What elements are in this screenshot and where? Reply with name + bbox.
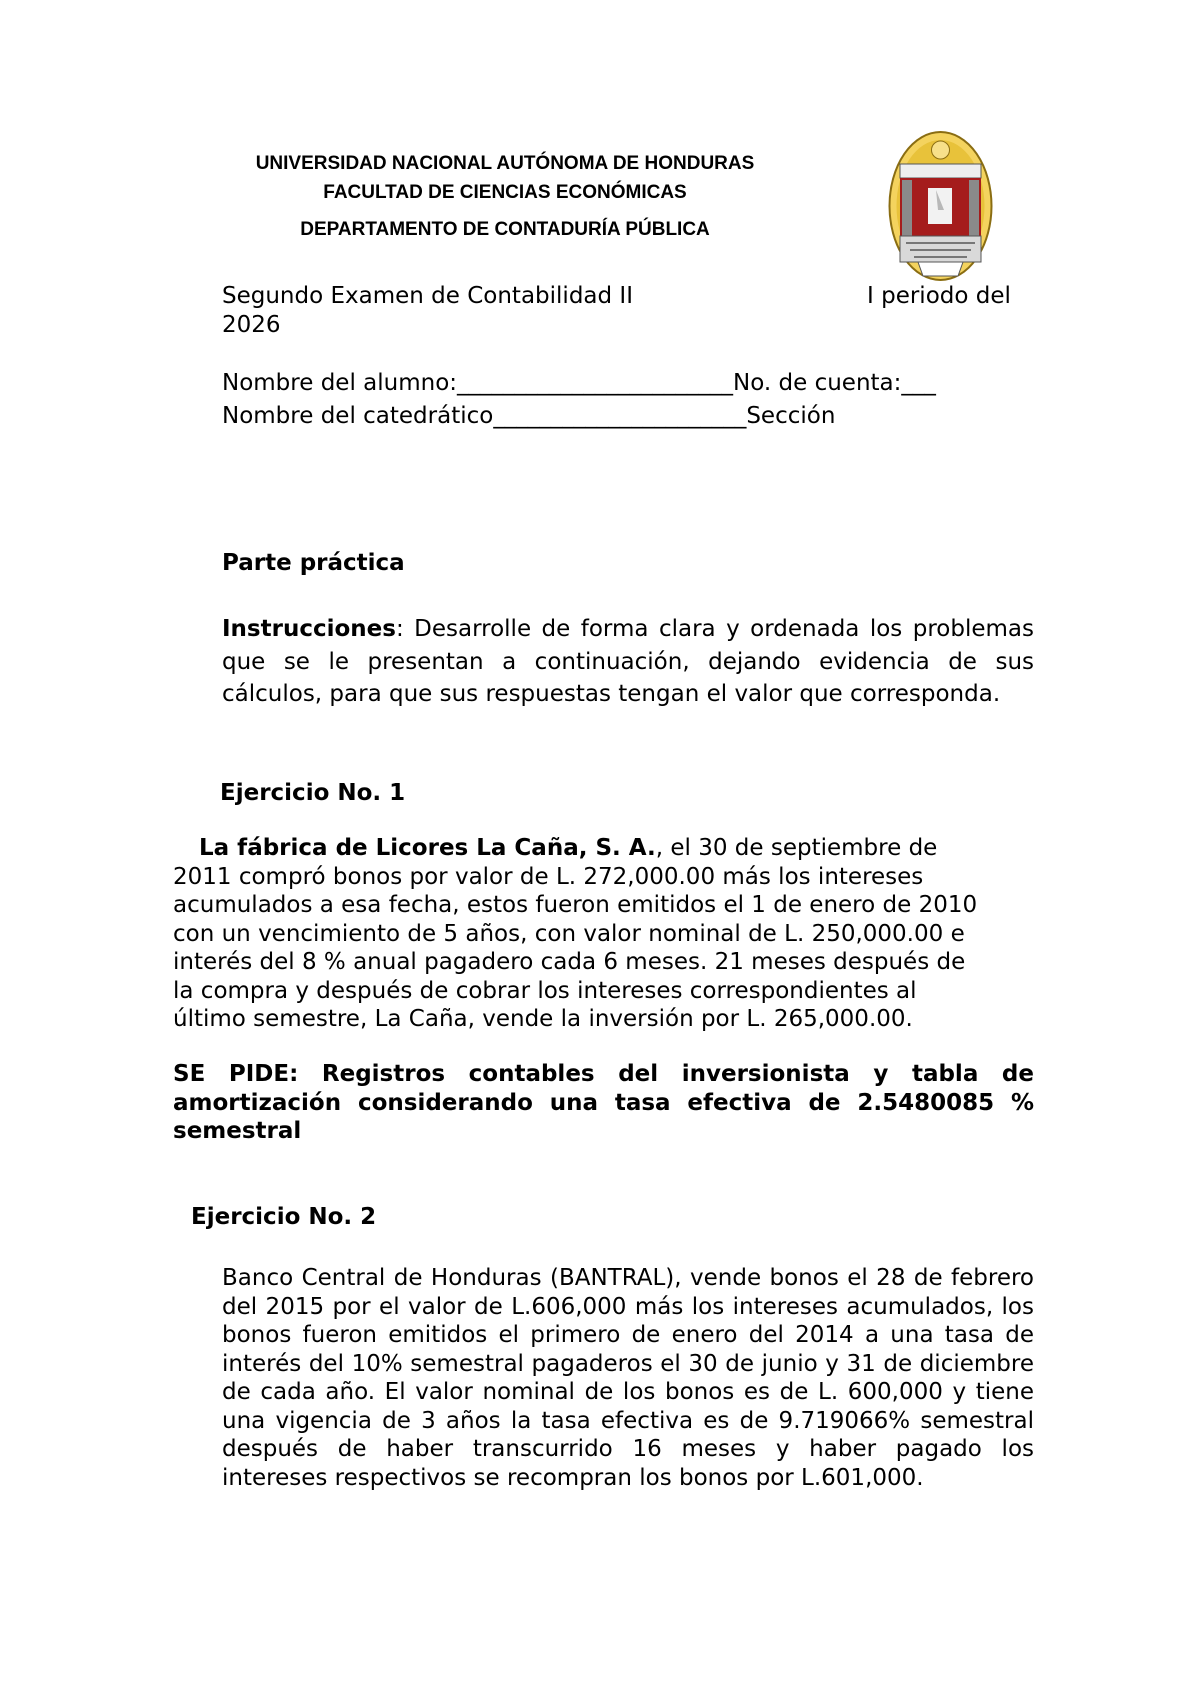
faculty-name: FACULTAD DE CIENCIAS ECONÓMICAS — [323, 182, 687, 203]
instructions-label: Instrucciones — [222, 616, 396, 642]
exam-year: 2026 — [222, 312, 281, 338]
instructions-text: : Desarrolle de forma clara y ordenada los problemas que se le presentan a continuación, dejando evidencia de sus cálculos, para que sus respuestas tengan el valor que corresponda. — [222, 616, 1034, 707]
department-name: DEPARTAMENTO DE CONTADURÍA PÚBLICA — [300, 219, 710, 240]
exercise1-line: último semestre, La Caña, vende la inversión por L. 265,000.00. — [173, 1006, 913, 1032]
exercise1-requirement: SE PIDE: Registros contables del inversionista y tabla de amortización considerando una tasa efectiva de 2.5480085 % semestral — [173, 1061, 1034, 1144]
university-name: UNIVERSIDAD NACIONAL AUTÓNOMA DE HONDURAS — [255, 153, 755, 174]
exercise1-line-rest: , el 30 de septiembre de — [655, 835, 938, 861]
exercise2-heading: Ejercicio No. 2 — [191, 1204, 377, 1230]
exercise2-paragraph: Banco Central de Honduras (BANTRAL), vende bonos el 28 de febrero del 2015 por el valor de L.606,000 más los intereses acumulados, los bonos fueron emitidos el primero de enero del 2014 a una tasa de interés del 10% semestral pagaderos el 30 de junio y 31 de diciembre de cada año. El valor nominal de los bonos es de L. 600,000 y tiene una vigencia de 3 años la tasa efectiva es de 9.719066% semestral después de haber transcurrido 16 meses y haber pagado los intereses respectivos se recompran los bonos por L.601,000. — [222, 1265, 1034, 1491]
instructions-paragraph — [222, 613, 1034, 711]
university-seal-icon — [888, 130, 993, 282]
exercise1-line: 2011 compró bonos por valor de L. 272,000.00 más los intereses — [173, 863, 924, 890]
exam-period: I periodo del — [867, 283, 1011, 309]
exercise1-company: La fábrica de Licores La Caña, S. A. — [199, 835, 656, 861]
teacher-name-field: Nombre del catedrático______________________Sección — [222, 403, 836, 429]
exercise1-line: con un vencimiento de 5 años, con valor nominal de L. 250,000.00 e — [173, 920, 965, 947]
exercise1-line — [173, 834, 1043, 863]
student-name-field: Nombre del alumno:________________________No. de cuenta:___ — [222, 370, 936, 396]
exercise1-line: la compra y después de cobrar los intereses correspondientes al — [173, 977, 917, 1004]
practical-heading: Parte práctica — [222, 550, 405, 576]
exercise1-heading: Ejercicio No. 1 — [220, 780, 406, 806]
exercise1-paragraph — [173, 834, 1043, 1034]
exercise1-line: acumulados a esa fecha, estos fueron emitidos el 1 de enero de 2010 — [173, 892, 978, 918]
exam-title: Segundo Examen de Contabilidad II — [222, 283, 633, 309]
exercise1-line: interés del 8 % anual pagadero cada 6 meses. 21 meses después de — [173, 949, 966, 975]
